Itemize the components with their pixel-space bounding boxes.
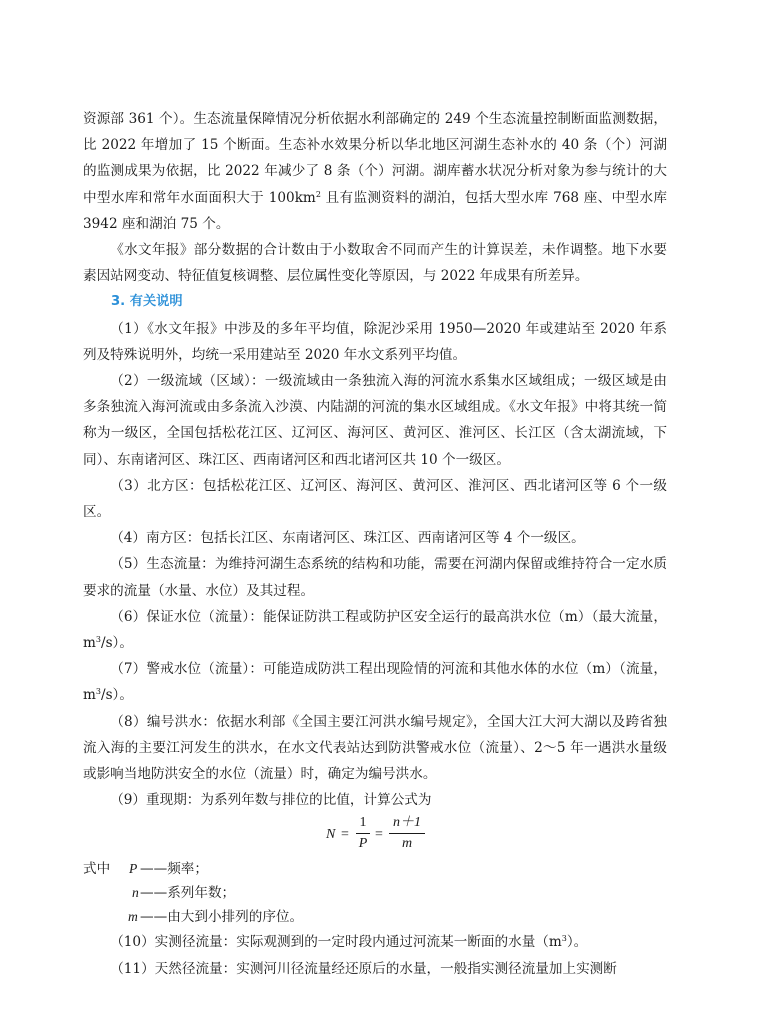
legend-description: ——系列年数；	[140, 885, 236, 902]
legend-description: ——由大到小排列的序位。	[140, 909, 304, 926]
paragraph-rounding-note: 《水文年报》部分数据的合计数由于小数取舍不同而产生的计算误差，未作调整。地下水要素因站网变动、特征值复核调整、层位属性变化等原因，与 2022 年成果有所差异。	[83, 242, 667, 285]
legend-row	[83, 881, 667, 905]
legend-description: ——频率；	[140, 861, 208, 878]
return-period-formula	[83, 813, 667, 857]
legend-symbol: n	[132, 885, 139, 901]
superscript: 3	[95, 635, 101, 645]
superscript: 3	[95, 687, 101, 697]
formula-legend	[83, 857, 667, 929]
item-10	[83, 929, 667, 955]
superscript: 3	[561, 934, 567, 944]
legend-prefix: 式中	[83, 861, 111, 878]
superscript: 2	[315, 189, 321, 199]
item-text: （6）保证水位（流量）：能保证防洪工程或防护区安全运行的最高洪水位（m）（最大流量，m	[83, 608, 667, 652]
item-7	[83, 656, 667, 708]
formula-lhs: N	[326, 827, 336, 843]
item-1: （1）《水文年报》中涉及的多年平均值，除泥沙采用 1950—2020 年或建站至 2020 年系列及特殊说明外，均统一采用建站至 2020 年水文系列平均值。	[83, 320, 667, 363]
fraction-numerator: n＋1	[389, 815, 425, 834]
fraction-denominator: P	[358, 836, 368, 852]
item-8: （8）编号洪水：依据水利部《全国主要江河洪水编号规定》，全国大江大河大湖以及跨省独流入海的主要江河发生的洪水，在水文代表站达到防洪警戒水位（流量）、2～5 年一遇洪水量级或影响当地防洪安全的水位（流量）时，确定为编号洪水。	[83, 713, 667, 783]
fraction-numerator: 1	[356, 815, 370, 834]
paragraph-data-sources	[83, 106, 667, 237]
formula-equals: =	[341, 827, 349, 843]
section-heading: 3. 有关说明	[111, 294, 183, 310]
item-11: （11）天然径流量：实测河川径流量经还原后的水量，一般指实测径流量加上实测断	[110, 960, 617, 977]
item-5: （5）生态流量：为维持河湖生态系统的结构和功能，需要在河湖内保留或维持符合一定水质要求的流量（水量、水位）及其过程。	[83, 556, 667, 599]
item-3: （3）北方区：包括松花江区、辽河区、海河区、黄河区、淮河区、西北诸河区等 6 个一级区。	[83, 477, 667, 521]
legend-symbol: m	[128, 909, 138, 925]
document-body	[83, 106, 667, 982]
paragraph-text: 且有监测资料的湖泊，包括大型水库 768 座、中型水库 3942 座和湖泊 75 个。	[83, 189, 667, 232]
item-text: /s）。	[100, 687, 133, 704]
item-2: （2）一级流域（区域）：一级流域由一条独流入海的河流水系集水区域组成；一级区域是由多条独流入海河流或由多条流入沙漠、内陆湖的河流的集水区域组成。《水文年报》中将其统一简称为一级区，全国包括松花江区、辽河区、海河区、黄河区、淮河区、长江区（含太湖流域，下同）、东南诸河区、珠江区、西南诸河区和西北诸河区共 10 个一级区。	[83, 373, 667, 468]
fraction-denominator: m	[401, 836, 413, 852]
formula-fraction-2	[389, 815, 425, 852]
legend-symbol: P	[129, 861, 138, 877]
item-9: （9）重现期：为系列年数与排位的比值，计算公式为	[110, 792, 432, 809]
item-text: /s）。	[100, 635, 133, 652]
item-4: （4）南方区：包括长江区、东南诸河区、珠江区、西南诸河区等 4 个一级区。	[110, 530, 585, 547]
legend-row	[83, 857, 667, 881]
formula-equals: =	[375, 827, 383, 843]
formula-fraction-1	[356, 815, 370, 852]
item-6	[83, 604, 667, 656]
legend-row	[83, 905, 667, 929]
item-text: ）。	[566, 934, 588, 951]
item-text: （7）警戒水位（流量）：可能造成防洪工程出现险情的河流和其他水体的水位（m）（流量，m	[83, 661, 667, 704]
item-text: （10）实测径流量：实际观测到的一定时段内通过河流某一断面的水量（m	[110, 934, 562, 951]
paragraph-text: 资源部 361 个）。生态流量保障情况分析依据水利部确定的 249 个生态流量控制断面监测数据，比 2022 年增加了 15 个断面。生态补水效果分析以华北地区河湖生态补水的 40 条（个）河湖的监测成果为依据，比 2022 年减少了 8 条（个）河湖。湖库蓄水状况分析对象为参与统计的大中型水库和常年水面面积大于 100km	[83, 111, 667, 206]
